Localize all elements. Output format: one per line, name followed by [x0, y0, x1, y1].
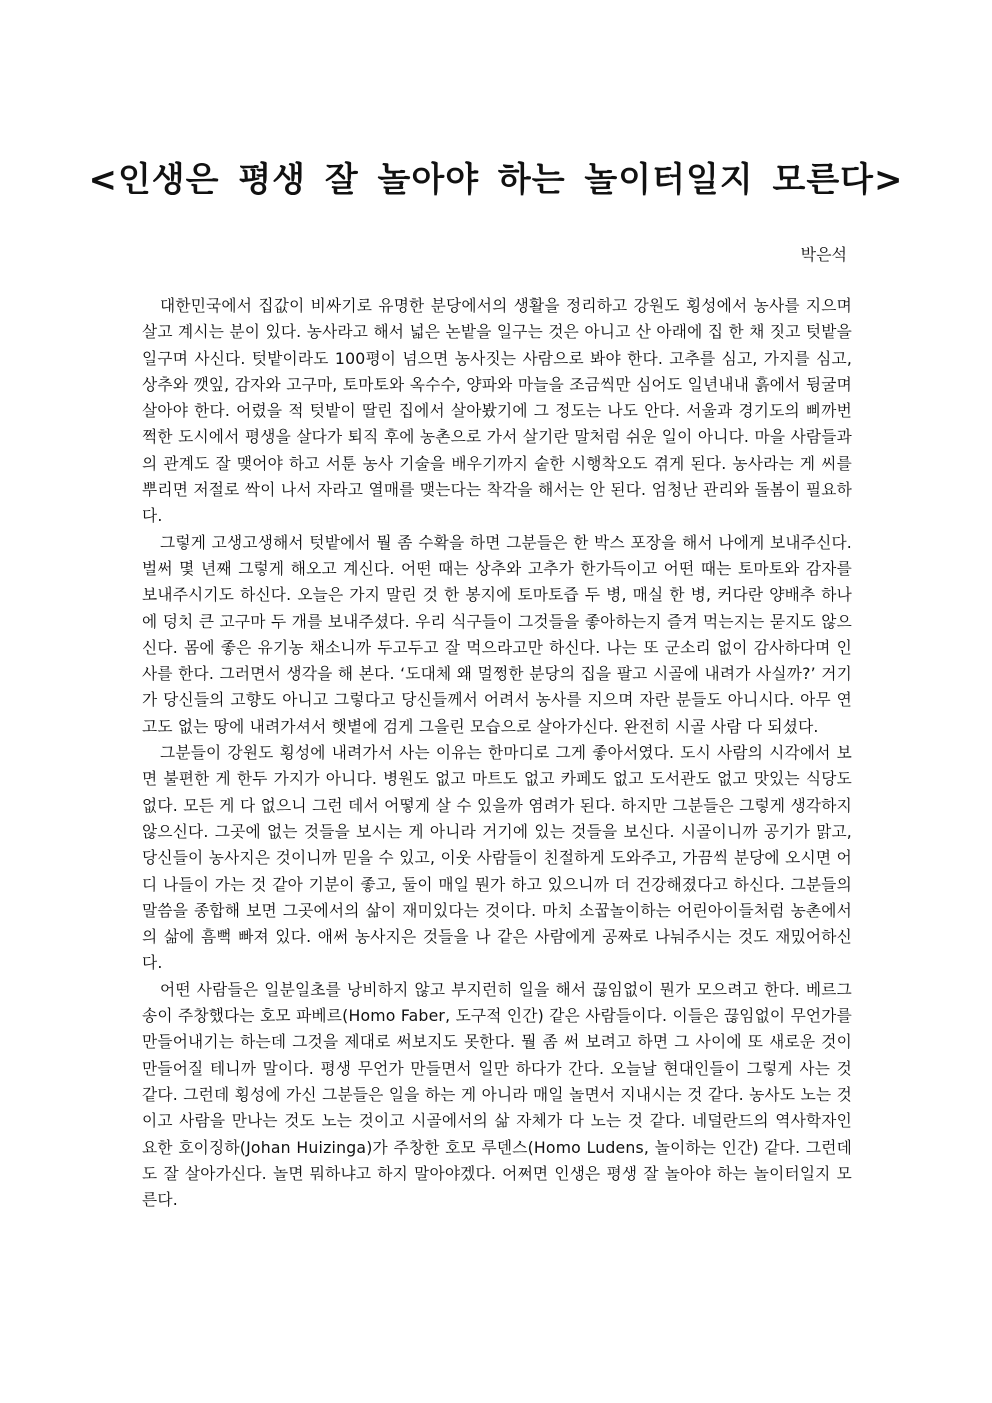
author-name: 박은석 [800, 245, 847, 264]
paragraph-1: 대한민국에서 집값이 비싸기로 유명한 분당에서의 생활을 정리하고 강원도 횡성에서 농사를 지으며 살고 계시는 분이 있다. 농사라고 해서 넓은 논밭을 일구는 것은 아니고 산 아래에 집 한 채 짓고 텃밭을 일구며 사신다. 텃밭이라도 100평이 넘으면 농사짓는 사람으로 봐야 한다. 고추를 심고, 가지를 심고, 상추와 깻잎, 감자와 고구마, 토마토와 옥수수, 양파와 마늘을 조금씩만 심어도 일년내내 흙에서 뒹굴며 살아야 한다. 어렸을 적 텃밭이 딸린 집에서 살아봤기에 그 정도는 나도 안다. 서울과 경기도의 삐까번쩍한 도시에서 평생을 살다가 퇴직 후에 농촌으로 가서 살기란 말처럼 쉬운 일이 아니다. 마을 사람들과의 관계도 잘 맺어야 하고 서툰 농사 기술을 배우기까지 숱한 시행착오도 겪게 된다. 농사라는 게 씨를 뿌리면 저절로 싹이 나서 자라고 열매를 맺는다는 착각을 해서는 안 된다. 엄청난 관리와 돌봄이 필요하다. [142, 296, 852, 526]
paragraph-3: 그분들이 강원도 횡성에 내려가서 사는 이유는 한마디로 그게 좋아서였다. 도시 사람의 시각에서 보면 불편한 게 한두 가지가 아니다. 병원도 없고 마트도 없고 카페도 없고 도서관도 없고 맛있는 식당도 없다. 모든 게 다 없으니 그런 데서 어떻게 살 수 있을까 염려가 된다. 하지만 그분들은 그렇게 생각하지 않으신다. 그곳에 없는 것들을 보시는 게 아니라 거기에 있는 것들을 보신다. 시골이니까 공기가 맑고, 당신들이 농사지은 것이니까 믿을 수 있고, 이웃 사람들이 친절하게 도와주고, 가끔씩 분당에 오시면 어디 나들이 가는 것 같아 기분이 좋고, 둘이 매일 뭔가 하고 있으니까 더 건강해졌다고 하신다. 그분들의 말씀을 종합해 보면 그곳에서의 삶이 재미있다는 것이다. 마치 소꿉놀이하는 어린아이들처럼 농촌에서의 삶에 흠뻑 빠져 있다. 애써 농사지은 것들을 나 같은 사람에게 공짜로 나눠주시는 것도 재밌어하신다. [142, 743, 852, 973]
page-title: <인생은 평생 잘 놀아야 하는 놀이터일지 모른다> [88, 160, 904, 200]
paragraph-2: 그렇게 고생고생해서 텃밭에서 뭘 좀 수확을 하면 그분들은 한 박스 포장을 해서 나에게 보내주신다. 벌써 몇 년째 그렇게 해오고 계신다. 어떤 때는 상추와 고추가 한가득이고 어떤 때는 토마토와 감자를 보내주시기도 하신다. 오늘은 가지 말린 것 한 봉지에 토마토즙 두 병, 매실 한 병, 커다란 양배추 하나에 덩치 큰 고구마 두 개를 보내주셨다. 우리 식구들이 그것들을 좋아하는지 즐겨 먹는지는 묻지도 않으신다. 몸에 좋은 유기농 채소니까 두고두고 잘 먹으라고만 하신다. 나는 또 군소리 없이 감사하다며 인사를 한다. 그러면서 생각을 해 본다. ‘도대체 왜 멀쩡한 분당의 집을 팔고 시골에 내려가 사실까?’ 거기가 당신들의 고향도 아니고 그렇다고 당신들께서 어려서 농사를 지으며 자란 분들도 아니시다. 아무 연고도 없는 땅에 내려가셔서 햇볕에 검게 그을린 모습으로 살아가신다. 완전히 시골 사람 다 되셨다. [142, 532, 852, 736]
paragraph-4: 어떤 사람들은 일분일초를 낭비하지 않고 부지런히 일을 해서 끊임없이 뭔가 모으려고 한다. 베르그송이 주창했다는 호모 파베르(Homo Faber, 도구적 인간) 같은 사람들이다. 이들은 끊임없이 무언가를 만들어내기는 하는데 그것을 제대로 써보지도 못한다. 뭘 좀 써 보려고 하면 그 사이에 또 새로운 것이 만들어질 테니까 말이다. 평생 무언가 만들면서 일만 하다가 간다. 오늘날 현대인들이 그렇게 사는 것 같다. 그런데 횡성에 가신 그분들은 일을 하는 게 아니라 매일 놀면서 지내시는 것 같다. 농사도 노는 것이고 사람을 만나는 것도 노는 것이고 시골에서의 삶 자체가 다 노는 것 같다. 네덜란드의 역사학자인 요한 호이징하(Johan Huizinga)가 주창한 호모 루덴스(Homo Ludens, 놀이하는 인간) 같다. 그런데도 잘 살아가신다. 놀면 뭐하냐고 하지 말아야겠다. 어쩌면 인생은 평생 잘 놀아야 하는 놀이터일지 모른다. [142, 979, 852, 1210]
article-body [142, 293, 852, 1213]
